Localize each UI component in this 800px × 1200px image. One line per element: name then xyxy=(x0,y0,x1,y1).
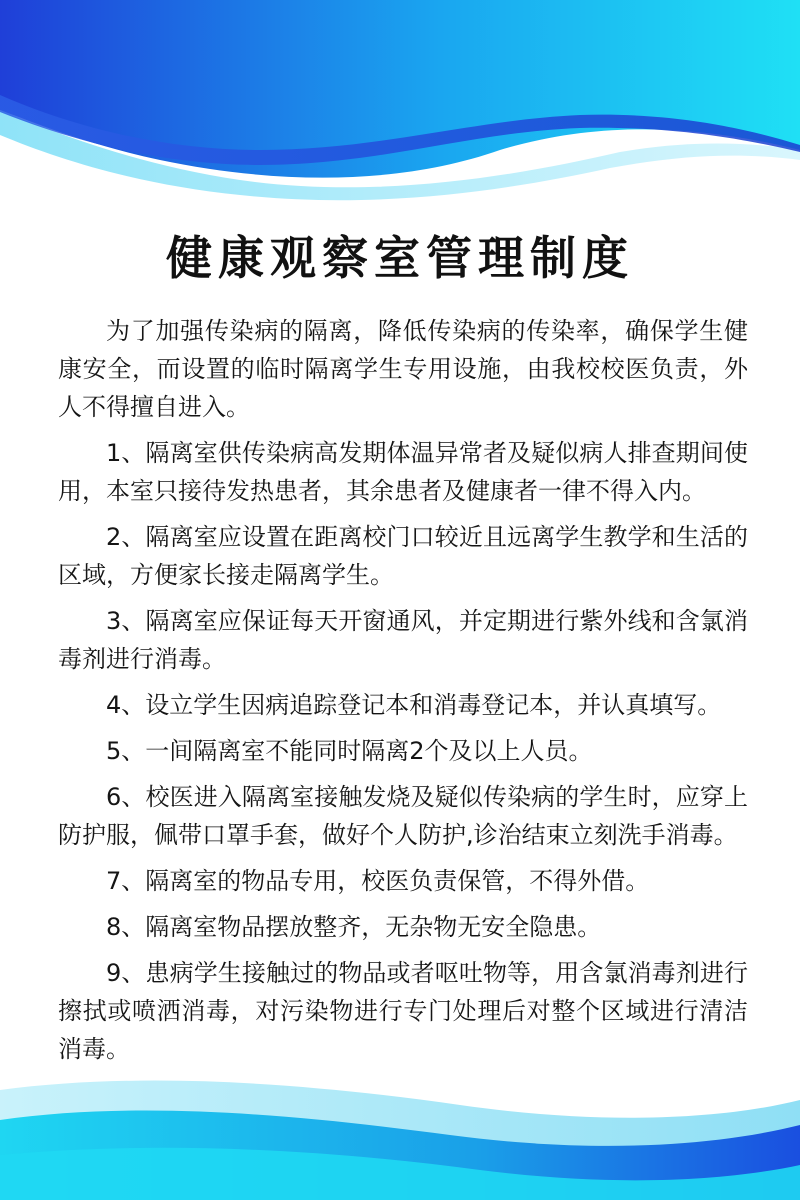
rule-item-7: 7、隔离室的物品专用，校医负责保管，不得外借。 xyxy=(106,867,650,895)
rule-item-9: 9、患病学生接触过的物品或者呕吐物等，用含氯消毒剂进行擦拭或喷洒消毒，对污染物进行专门处理后对整个区域进行清洁消毒。 xyxy=(58,959,748,1063)
rule-item-2: 2、隔离室应设置在距离校门口较近且远离学生教学和生活的区域，方便家长接走隔离学生。 xyxy=(58,523,748,589)
rule-item-8: 8、隔离室物品摆放整齐，无杂物无安全隐患。 xyxy=(106,913,602,941)
rules-body xyxy=(58,312,748,1076)
rule-item-6: 6、校医进入隔离室接触发烧及疑似传染病的学生时，应穿上防护服，佩带口罩手套，做好个人防护,诊治结束立刻洗手消毒。 xyxy=(58,783,748,849)
page-title: 健康观察室管理制度 xyxy=(166,231,634,285)
intro-paragraph: 为了加强传染病的隔离，降低传染病的传染率，确保学生健康安全，而设置的临时隔离学生专用设施，由我校校医负责，外人不得擅自进入。 xyxy=(58,317,748,421)
rule-item-3: 3、隔离室应保证每天开窗通风，并定期进行紫外线和含氯消毒剂进行消毒。 xyxy=(58,607,748,673)
footer-wave-decoration xyxy=(0,1060,800,1200)
rule-item-4: 4、设立学生因病追踪登记本和消毒登记本，并认真填写。 xyxy=(106,691,722,719)
header-wave-decoration xyxy=(0,0,800,210)
rule-item-1: 1、隔离室供传染病高发期体温异常者及疑似病人排查期间使用，本室只接待发热患者，其余患者及健康者一律不得入内。 xyxy=(58,439,748,505)
rule-item-5: 5、一间隔离室不能同时隔离2个及以上人员。 xyxy=(106,737,593,765)
